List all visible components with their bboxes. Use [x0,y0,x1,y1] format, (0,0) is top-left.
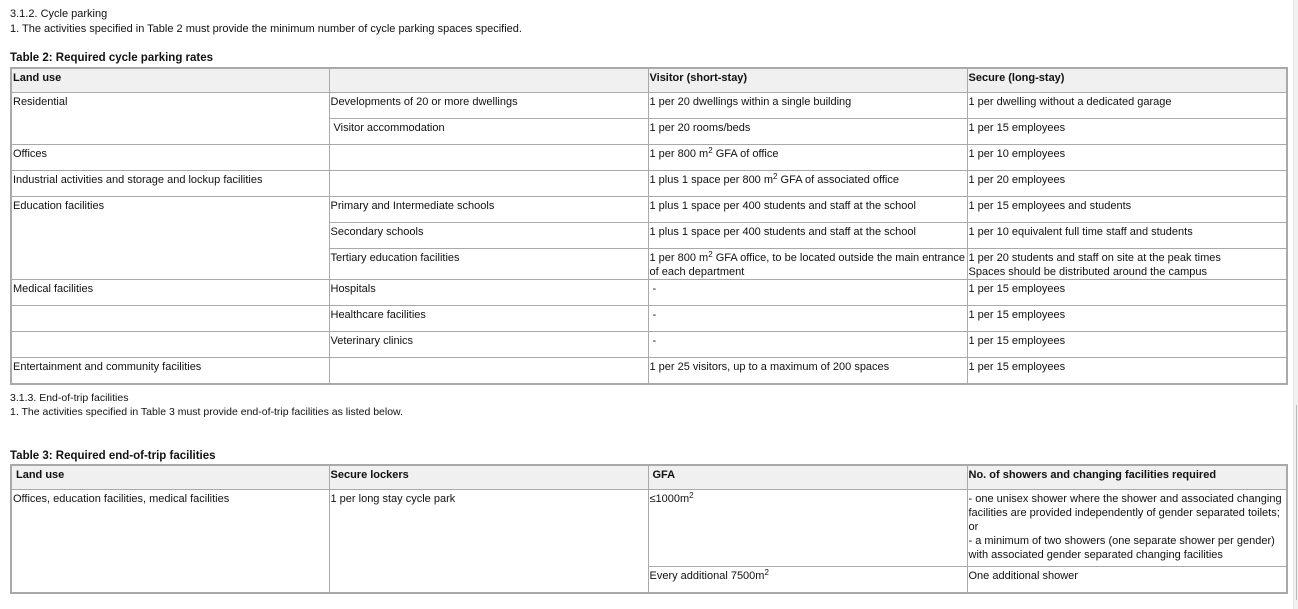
secure-text-line: Spaces should be distributed around the campus [968,266,1207,278]
visitor-text: GFA office, to be located outside the main entrance of each department [649,252,966,278]
column-header-visitor: Visitor (short-stay) [648,68,967,93]
superscript: 2 [764,568,769,577]
subcategory-cell [329,171,648,197]
column-header-secure-lockers: Secure lockers [329,465,648,490]
visitor-cell: 1 plus 1 space per 400 students and staff at the school [648,223,967,249]
scrollbar-track[interactable] [1293,0,1298,609]
visitor-cell: 1 per 20 rooms/beds [648,119,967,145]
table-row [11,358,1287,385]
column-header-secure: Secure (long-stay) [967,68,1287,93]
land-use-cell: Medical facilities [11,280,329,306]
section-heading-cycle-parking: 3.1.2. Cycle parking [10,8,108,20]
showers-option: - a minimum of two showers (one separate shower per gender) with associated gender separated changing facilities [968,535,1275,561]
visitor-text: 1 per 800 m [649,148,709,160]
table-row [11,280,1287,306]
visitor-cell: 1 plus 1 space per 400 students and staff at the school [648,197,967,223]
subcategory-cell: Healthcare facilities [329,306,648,332]
visitor-cell [648,145,967,171]
table-row [11,145,1287,171]
section-paragraph-cycle-parking: 1. The activities specified in Table 2 must provide the minimum number of cycle parking spaces specified. [10,23,522,35]
visitor-cell: - [648,280,967,306]
superscript: 2 [708,250,713,259]
section-paragraph-end-of-trip: 1. The activities specified in Table 3 must provide end-of-trip facilities as listed below. [10,406,403,418]
subcategory-cell: Hospitals [329,280,648,306]
subcategory-cell [329,358,648,385]
visitor-cell: - [648,332,967,358]
land-use-cell: Entertainment and community facilities [11,358,329,385]
visitor-cell: 1 per 20 dwellings within a single building [648,93,967,119]
land-use-cell: Education facilities [11,197,329,280]
table-header-row [11,68,1287,93]
land-use-cell: Residential [11,93,329,145]
gfa-text: Every additional 7500m [649,570,765,582]
scrollbar-edge [1296,405,1297,600]
subcategory-cell: Veterinary clinics [329,332,648,358]
land-use-cell [11,332,329,358]
table-row [11,197,1287,223]
cycle-parking-rates-table [10,67,1288,385]
land-use-cell: Industrial activities and storage and lockup facilities [11,171,329,197]
table2-caption: Table 2: Required cycle parking rates [10,52,214,64]
secure-cell [967,249,1287,280]
visitor-cell [648,171,967,197]
land-use-cell: Offices [11,145,329,171]
section-heading-end-of-trip: 3.1.3. End-of-trip facilities [10,392,129,404]
superscript: 2 [708,146,713,155]
secure-cell: 1 per 15 employees [967,280,1287,306]
visitor-text: GFA of associated office [777,174,899,186]
table-row [11,306,1287,332]
subcategory-cell: Developments of 20 or more dwellings [329,93,648,119]
secure-cell: 1 per dwelling without a dedicated garage [967,93,1287,119]
showers-cell [967,490,1287,567]
gfa-cell [648,567,967,594]
table-row [11,332,1287,358]
secure-cell: 1 per 10 employees [967,145,1287,171]
secure-cell: 1 per 15 employees [967,119,1287,145]
showers-option: - one unisex shower where the shower and associated changing facilities are provided independently of gender separated toilets; or [968,493,1282,533]
secure-cell: 1 per 10 equivalent full time staff and students [967,223,1287,249]
secure-cell: 1 per 20 employees [967,171,1287,197]
table-row [11,171,1287,197]
column-header-showers: No. of showers and changing facilities required [967,465,1287,490]
superscript: 2 [689,491,694,500]
table-row [11,490,1287,567]
subcategory-cell [329,145,648,171]
visitor-cell [648,249,967,280]
column-header-land-use: Land use [11,465,329,490]
showers-cell: One additional shower [967,567,1287,594]
table3-caption: Table 3: Required end-of-trip facilities [10,450,216,462]
column-header-land-use: Land use [11,68,329,93]
table-header-row [11,465,1287,490]
subcategory-cell: Tertiary education facilities [329,249,648,280]
gfa-text: ≤1000m [649,493,690,505]
subcategory-cell: Visitor accommodation [329,119,648,145]
visitor-text: 1 plus 1 space per 800 m [649,174,774,186]
secure-text-line: 1 per 20 students and staff on site at the peak times [968,252,1221,264]
column-header-gfa: GFA [648,465,967,490]
secure-lockers-cell: 1 per long stay cycle park [329,490,648,594]
gfa-cell [648,490,967,567]
subcategory-cell: Secondary schools [329,223,648,249]
land-use-cell: Offices, education facilities, medical facilities [11,490,329,594]
end-of-trip-facilities-table [10,464,1288,594]
column-header-subcategory [329,68,648,93]
secure-cell: 1 per 15 employees and students [967,197,1287,223]
table-row [11,93,1287,119]
secure-cell: 1 per 15 employees [967,332,1287,358]
superscript: 2 [773,172,778,181]
land-use-cell [11,306,329,332]
visitor-cell: - [648,306,967,332]
visitor-text: GFA of office [712,148,779,160]
visitor-cell: 1 per 25 visitors, up to a maximum of 200 spaces [648,358,967,385]
secure-cell: 1 per 15 employees [967,358,1287,385]
subcategory-cell: Primary and Intermediate schools [329,197,648,223]
visitor-text: 1 per 800 m [649,252,709,264]
secure-cell: 1 per 15 employees [967,306,1287,332]
